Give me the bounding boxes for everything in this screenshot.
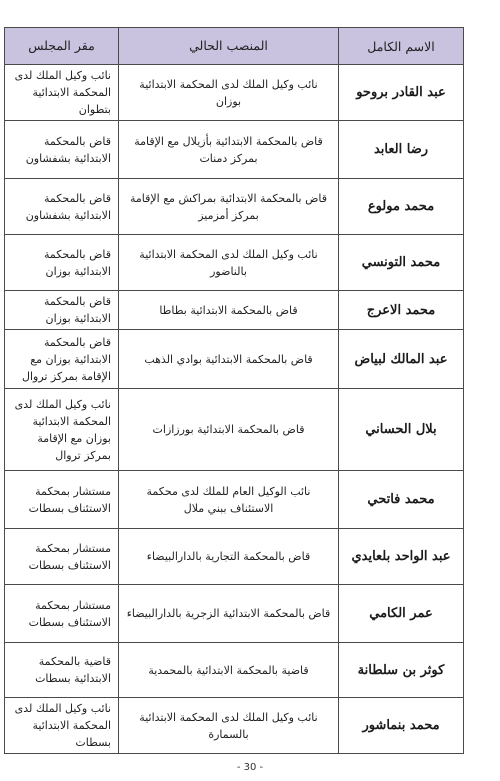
header-current-position: المنصب الحالي bbox=[119, 28, 339, 65]
table-row bbox=[5, 471, 464, 529]
row-current-position: نائب الوكيل العام للملك لدى محكمة الاستئناف ببني ملال bbox=[119, 471, 339, 529]
row-full-name: بلال الحساني bbox=[339, 389, 464, 471]
row-council-seat: نائب وكيل الملك لدى المحكمة الابتدائية بوزان مع الإقامة بمركز تروال bbox=[5, 389, 119, 471]
row-full-name: محمد بنماشور bbox=[339, 698, 464, 754]
row-council-seat: قاض بالمحكمة الابتدائية بوزان bbox=[5, 291, 119, 330]
row-current-position: قاض بالمحكمة الابتدائية بأزيلال مع الإقامة بمركز دمنات bbox=[119, 121, 339, 179]
header-row bbox=[5, 28, 464, 65]
table-row bbox=[5, 529, 464, 585]
row-council-seat: نائب وكيل الملك لدى المحكمة الابتدائية بتطوان bbox=[5, 65, 119, 121]
row-full-name: عبد المالك لبياض bbox=[339, 330, 464, 389]
row-council-seat: مستشار بمحكمة الاستئناف بسطات bbox=[5, 585, 119, 643]
table-row bbox=[5, 65, 464, 121]
row-current-position: نائب وكيل الملك لدى المحكمة الابتدائية بالناضور bbox=[119, 235, 339, 291]
row-current-position: قاض بالمحكمة الابتدائية بمراكش مع الإقامة بمركز أمزميز bbox=[119, 179, 339, 235]
table-row bbox=[5, 330, 464, 389]
table-row bbox=[5, 698, 464, 754]
row-full-name: محمد الاعرج bbox=[339, 291, 464, 330]
row-full-name: عبد القادر بروحو bbox=[339, 65, 464, 121]
appointments-table bbox=[4, 27, 464, 754]
header-full-name: الاسم الكامل bbox=[339, 28, 464, 65]
row-full-name: كوثر بن سلطانة bbox=[339, 643, 464, 698]
table-row bbox=[5, 121, 464, 179]
row-full-name: عمر الكامي bbox=[339, 585, 464, 643]
row-full-name: محمد فاتحي bbox=[339, 471, 464, 529]
row-council-seat: قاضية بالمحكمة الابتدائية بسطات bbox=[5, 643, 119, 698]
table-row bbox=[5, 643, 464, 698]
row-current-position: قاضية بالمحكمة الابتدائية بالمحمدية bbox=[119, 643, 339, 698]
row-council-seat: قاض بالمحكمة الابتدائية بشفشاون bbox=[5, 179, 119, 235]
row-full-name: رضا العابد bbox=[339, 121, 464, 179]
row-current-position: نائب وكيل الملك لدى المحكمة الابتدائية بالسمارة bbox=[119, 698, 339, 754]
row-current-position: قاض بالمحكمة الابتدائية بوادي الذهب bbox=[119, 330, 339, 389]
table-row bbox=[5, 235, 464, 291]
row-current-position: قاض بالمحكمة الابتدائية الزجرية بالدارالبيضاء bbox=[119, 585, 339, 643]
row-current-position: نائب وكيل الملك لدى المحكمة الابتدائية بوزان bbox=[119, 65, 339, 121]
row-current-position: قاض بالمحكمة التجارية بالدارالبيضاء bbox=[119, 529, 339, 585]
page-number: - 30 - bbox=[236, 762, 264, 773]
table-row bbox=[5, 179, 464, 235]
table-row bbox=[5, 389, 464, 471]
row-current-position: قاض بالمحكمة الابتدائية بطاطا bbox=[119, 291, 339, 330]
row-council-seat: مستشار بمحكمة الاستئناف بسطات bbox=[5, 471, 119, 529]
row-council-seat: قاض بالمحكمة الابتدائية بشفشاون bbox=[5, 121, 119, 179]
header-council-seat: مقر المجلس bbox=[5, 28, 119, 65]
row-council-seat: نائب وكيل الملك لدى المحكمة الابتدائية بسطات bbox=[5, 698, 119, 754]
row-full-name: عبد الواحد بلعايدي bbox=[339, 529, 464, 585]
row-current-position: قاض بالمحكمة الابتدائية بورزازات bbox=[119, 389, 339, 471]
table-header bbox=[5, 28, 464, 65]
row-council-seat: مستشار بمحكمة الاستئناف بسطات bbox=[5, 529, 119, 585]
table-row bbox=[5, 291, 464, 330]
row-full-name: محمد مولوع bbox=[339, 179, 464, 235]
table-body bbox=[5, 65, 464, 754]
row-council-seat: قاض بالمحكمة الابتدائية بوزان مع الإقامة بمركز تروال bbox=[5, 330, 119, 389]
table-row bbox=[5, 585, 464, 643]
row-council-seat: قاض بالمحكمة الابتدائية بوزان bbox=[5, 235, 119, 291]
row-full-name: محمد التونسي bbox=[339, 235, 464, 291]
